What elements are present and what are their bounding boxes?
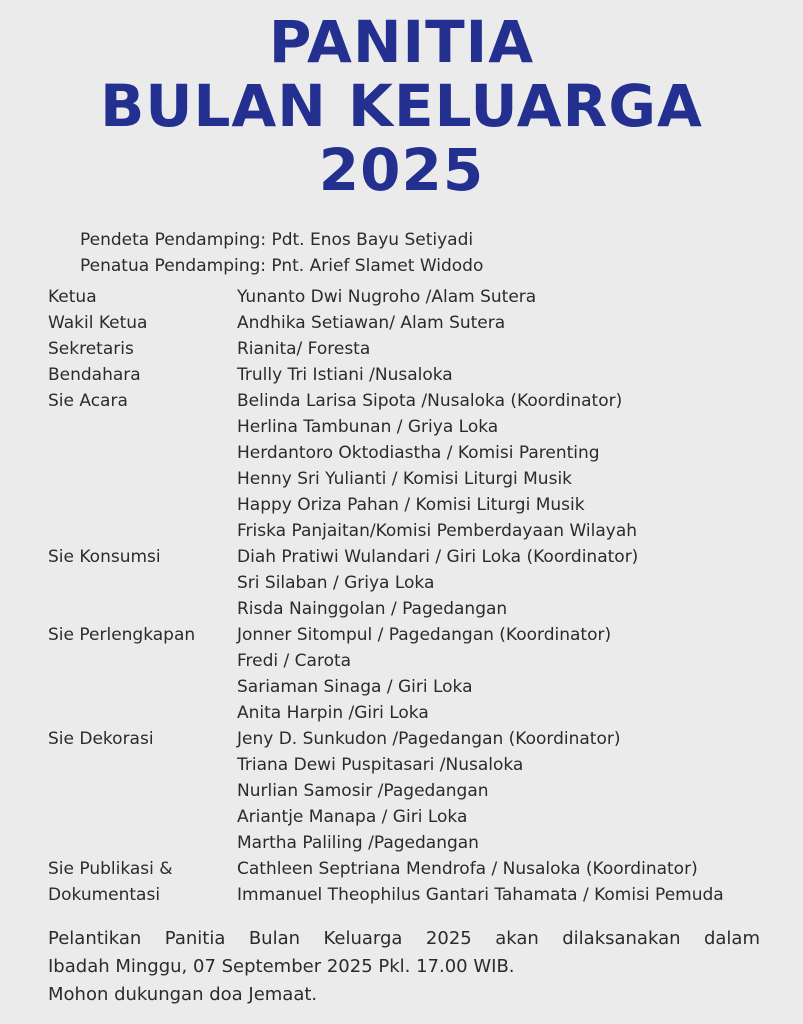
announcement xyxy=(48,925,760,1009)
role-label xyxy=(48,856,237,908)
announcement-line-1: Pelantikan Panitia Bulan Keluarga 2025 akan dilaksanakan dalam xyxy=(48,928,760,949)
role-text: Wakil Ketua xyxy=(48,313,148,333)
member-list xyxy=(237,284,788,310)
role-text: Sekretaris xyxy=(48,339,134,359)
member-list xyxy=(237,362,788,388)
committee-section xyxy=(48,544,788,622)
member-list xyxy=(237,336,788,362)
role-label xyxy=(48,544,237,622)
role-text: Sie Dekorasi xyxy=(48,729,154,749)
member-list xyxy=(237,388,788,544)
member-name: Jonner Sitompul / Pagedangan (Koordinator) xyxy=(237,625,612,645)
member-list xyxy=(237,310,788,336)
member-name: Martha Paliling /Pagedangan xyxy=(237,833,479,853)
member-name: Anita Harpin /Giri Loka xyxy=(237,703,429,723)
member-name: Herlina Tambunan / Griya Loka xyxy=(237,417,499,437)
role-text: Sie Acara xyxy=(48,391,128,411)
role-label xyxy=(48,310,237,336)
committee-section xyxy=(48,336,788,362)
member-name: Jeny D. Sunkudon /Pagedangan (Koordinator) xyxy=(237,729,621,749)
role-text: Dokumentasi xyxy=(48,885,161,905)
role-text: Ketua xyxy=(48,287,97,307)
committee-section xyxy=(48,622,788,726)
member-name: Friska Panjaitan/Komisi Pemberdayaan Wilayah xyxy=(237,521,638,541)
member-name: Andhika Setiawan/ Alam Sutera xyxy=(237,313,506,333)
role-label xyxy=(48,388,237,544)
member-name: Immanuel Theophilus Gantari Tahamata / Komisi Pemuda xyxy=(237,885,724,905)
member-name: Fredi / Carota xyxy=(237,651,352,671)
member-name: Triana Dewi Puspitasari /Nusaloka xyxy=(237,755,524,775)
member-list xyxy=(237,726,788,856)
member-name: Risda Nainggolan / Pagedangan xyxy=(237,599,508,619)
committee-list xyxy=(48,284,788,908)
pendeta-pendamping: Pendeta Pendamping: Pdt. Enos Bayu Setiyadi xyxy=(80,230,474,250)
title-line-3: 2025 xyxy=(318,136,485,204)
role-label xyxy=(48,284,237,310)
member-name: Rianita/ Foresta xyxy=(237,339,371,359)
member-list xyxy=(237,622,788,726)
role-label xyxy=(48,336,237,362)
title-line-1: PANITIA xyxy=(268,8,535,76)
role-text: Bendahara xyxy=(48,365,141,385)
role-label xyxy=(48,726,237,856)
committee-section xyxy=(48,310,788,336)
role-label xyxy=(48,622,237,726)
committee-section xyxy=(48,856,788,908)
member-name: Happy Oriza Pahan / Komisi Liturgi Musik xyxy=(237,495,585,515)
role-label xyxy=(48,362,237,388)
member-name: Nurlian Samosir /Pagedangan xyxy=(237,781,489,801)
member-name: Trully Tri Istiani /Nusaloka xyxy=(237,365,453,385)
committee-section xyxy=(48,726,788,856)
role-text: Sie Publikasi & xyxy=(48,859,173,879)
title-line-2: BULAN KELUARGA xyxy=(100,72,703,140)
member-name: Belinda Larisa Sipota /Nusaloka (Koordinator) xyxy=(237,391,623,411)
member-name: Diah Pratiwi Wulandari / Giri Loka (Koordinator) xyxy=(237,547,639,567)
announcement-line-3: Mohon dukungan doa Jemaat. xyxy=(48,984,318,1005)
member-name: Herdantoro Oktodiastha / Komisi Parenting xyxy=(237,443,600,463)
role-text: Sie Perlengkapan xyxy=(48,625,196,645)
role-text: Sie Konsumsi xyxy=(48,547,161,567)
member-name: Sri Silaban / Griya Loka xyxy=(237,573,435,593)
committee-section xyxy=(48,284,788,310)
penatua-pendamping: Penatua Pendamping: Pnt. Arief Slamet Widodo xyxy=(80,256,484,276)
member-name: Sariaman Sinaga / Giri Loka xyxy=(237,677,473,697)
member-name: Yunanto Dwi Nugroho /Alam Sutera xyxy=(237,287,537,307)
member-name: Ariantje Manapa / Giri Loka xyxy=(237,807,468,827)
page-title xyxy=(0,10,803,202)
member-list xyxy=(237,544,788,622)
member-list xyxy=(237,856,788,908)
member-name: Henny Sri Yulianti / Komisi Liturgi Musik xyxy=(237,469,573,489)
member-name: Cathleen Septriana Mendrofa / Nusaloka (Koordinator) xyxy=(237,859,698,879)
committee-section xyxy=(48,362,788,388)
pendamping-block xyxy=(80,227,483,279)
committee-section xyxy=(48,388,788,544)
announcement-line-2: Ibadah Minggu, 07 September 2025 Pkl. 17.00 WIB. xyxy=(48,956,515,977)
